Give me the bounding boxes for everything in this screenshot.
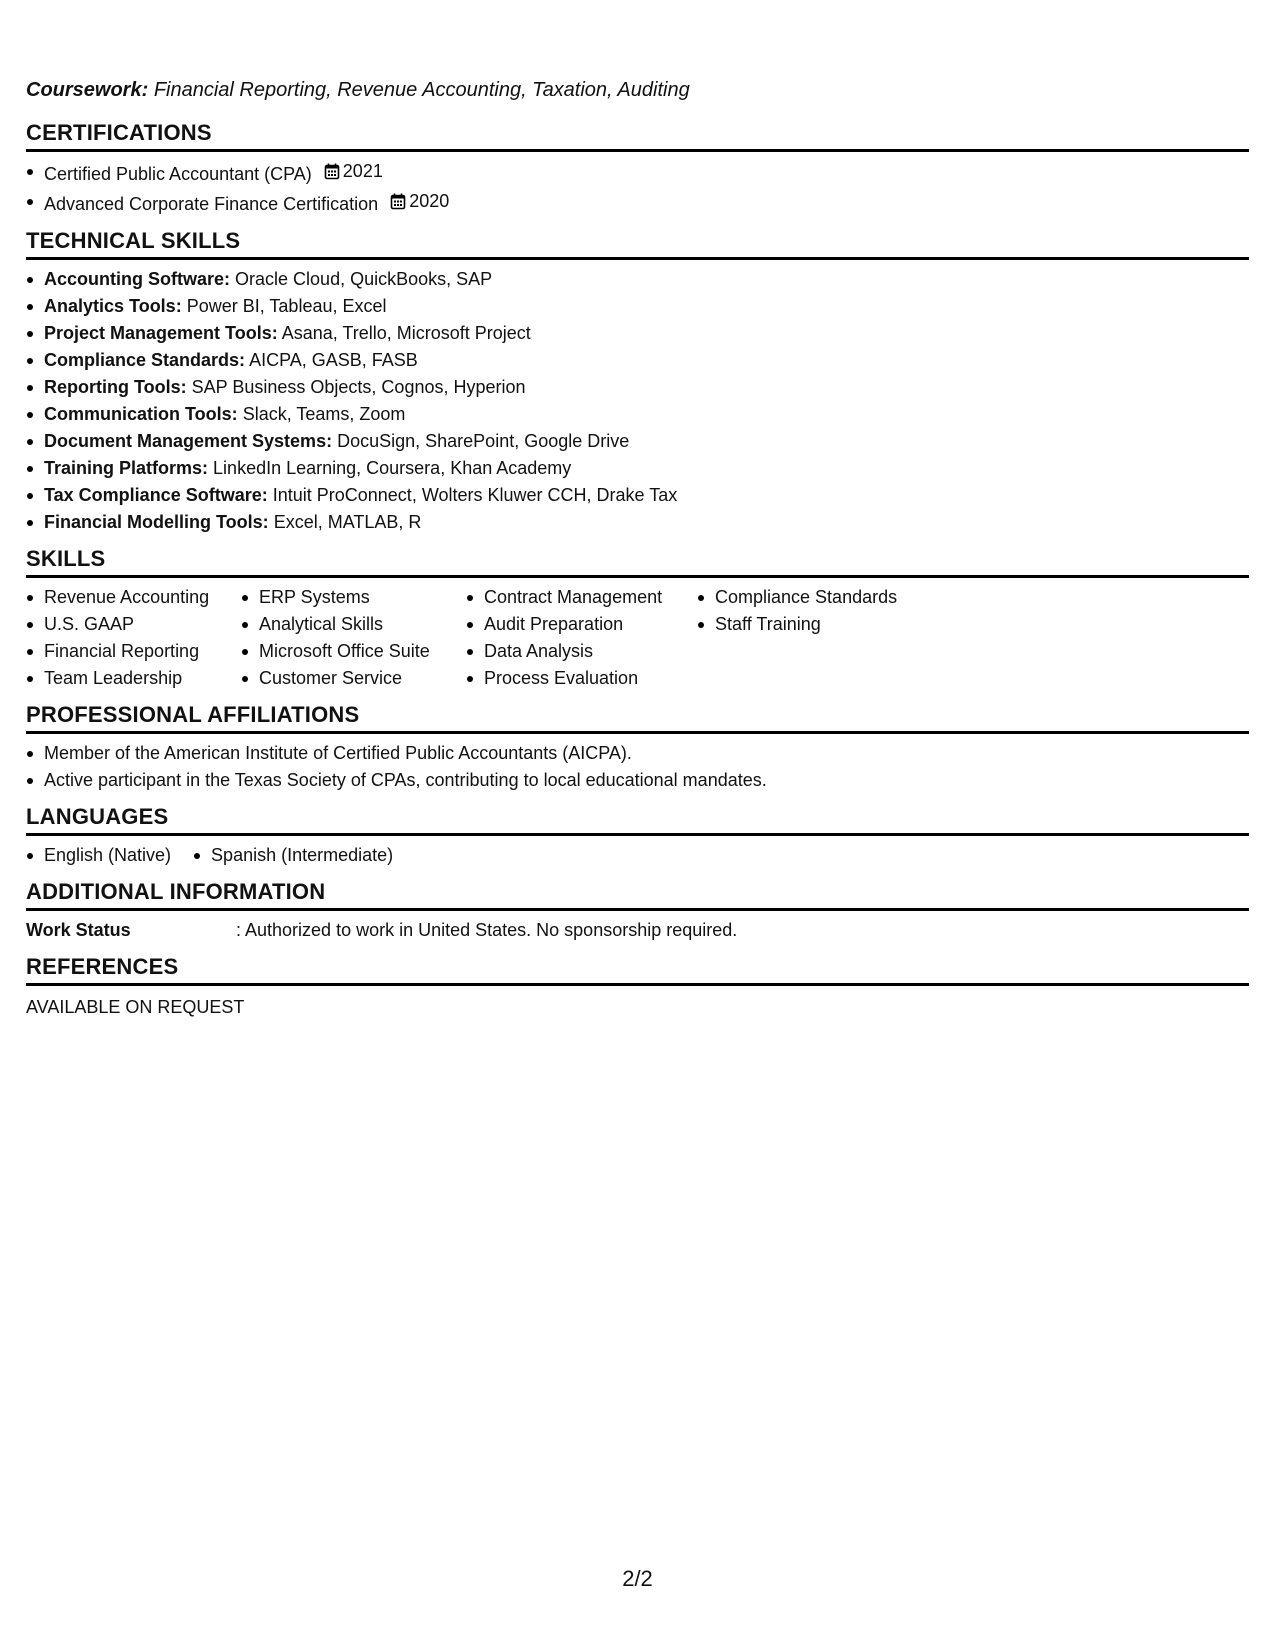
certification-name: Advanced Corporate Finance Certification bbox=[44, 194, 379, 214]
technical-skills-heading: TECHNICAL SKILLS bbox=[26, 228, 1249, 260]
skill-item: Data Analysis bbox=[466, 638, 697, 665]
technical-skill-value: Intuit ProConnect, Wolters Kluwer CCH, Drake Tax bbox=[272, 485, 678, 505]
coursework-text: Financial Reporting, Revenue Accounting, Taxation, Auditing bbox=[153, 79, 690, 101]
work-status-value: : Authorized to work in United States. No sponsorship required. bbox=[236, 920, 738, 940]
skills-column bbox=[697, 584, 937, 692]
technical-skill-item bbox=[26, 482, 1249, 509]
skill-item: Compliance Standards bbox=[697, 584, 937, 611]
affiliation-item: Member of the American Institute of Certified Public Accountants (AICPA). bbox=[26, 740, 1249, 767]
calendar-icon bbox=[390, 193, 406, 210]
skills-column bbox=[26, 584, 241, 692]
languages-heading: LANGUAGES bbox=[26, 804, 1249, 836]
resume-page bbox=[26, 76, 1249, 1031]
technical-skill-value: LinkedIn Learning, Coursera, Khan Academy bbox=[213, 458, 572, 478]
certifications-section bbox=[26, 120, 1249, 218]
certification-item bbox=[26, 158, 1249, 188]
technical-skill-value: DocuSign, SharePoint, Google Drive bbox=[337, 431, 630, 451]
skill-item: Revenue Accounting bbox=[26, 584, 241, 611]
certification-date bbox=[390, 188, 449, 215]
technical-skill-label: Compliance Standards: bbox=[44, 350, 246, 370]
coursework-label: Coursework: bbox=[26, 79, 149, 101]
skill-item: Customer Service bbox=[241, 665, 466, 692]
technical-skill-value: Excel, MATLAB, R bbox=[273, 512, 422, 532]
skill-item: Analytical Skills bbox=[241, 611, 466, 638]
skill-item: Audit Preparation bbox=[466, 611, 697, 638]
references-section bbox=[26, 954, 1249, 1021]
technical-skills-section bbox=[26, 228, 1249, 536]
technical-skill-value: SAP Business Objects, Cognos, Hyperion bbox=[191, 377, 526, 397]
skills-grid bbox=[26, 584, 1249, 692]
technical-skill-value: Oracle Cloud, QuickBooks, SAP bbox=[235, 269, 493, 289]
technical-skill-item bbox=[26, 374, 1249, 401]
technical-skill-value: Power BI, Tableau, Excel bbox=[186, 296, 387, 316]
technical-skill-item bbox=[26, 320, 1249, 347]
skill-item: Financial Reporting bbox=[26, 638, 241, 665]
language-item: English (Native) bbox=[26, 842, 171, 869]
technical-skill-item bbox=[26, 401, 1249, 428]
languages-list bbox=[26, 842, 171, 869]
affiliations-section bbox=[26, 702, 1249, 794]
languages-section bbox=[26, 804, 1249, 869]
affiliation-item: Active participant in the Texas Society of CPAs, contributing to local educational mandates. bbox=[26, 767, 1249, 794]
certification-year: 2020 bbox=[409, 191, 450, 211]
certifications-list bbox=[26, 158, 1249, 218]
skill-item: Contract Management bbox=[466, 584, 697, 611]
calendar-icon bbox=[324, 163, 340, 180]
certification-name: Certified Public Accountant (CPA) bbox=[44, 164, 312, 184]
technical-skill-value: Asana, Trello, Microsoft Project bbox=[281, 323, 531, 343]
technical-skill-label: Tax Compliance Software: bbox=[44, 485, 268, 505]
skills-section bbox=[26, 546, 1249, 692]
skill-item: U.S. GAAP bbox=[26, 611, 241, 638]
technical-skill-item bbox=[26, 266, 1249, 293]
references-heading: REFERENCES bbox=[26, 954, 1249, 986]
technical-skill-label: Accounting Software: bbox=[44, 269, 231, 289]
languages-list bbox=[193, 842, 393, 869]
technical-skill-value: Slack, Teams, Zoom bbox=[242, 404, 406, 424]
language-item: Spanish (Intermediate) bbox=[193, 842, 393, 869]
skill-item: Process Evaluation bbox=[466, 665, 697, 692]
skill-item: Staff Training bbox=[697, 611, 937, 638]
technical-skills-list bbox=[26, 266, 1249, 536]
affiliations-list bbox=[26, 740, 1249, 794]
skills-column bbox=[466, 584, 697, 692]
technical-skill-label: Financial Modelling Tools: bbox=[44, 512, 269, 532]
technical-skill-label: Reporting Tools: bbox=[44, 377, 187, 397]
technical-skill-label: Document Management Systems: bbox=[44, 431, 333, 451]
technical-skill-item bbox=[26, 293, 1249, 320]
page-number: 2/2 bbox=[622, 1566, 653, 1591]
certifications-heading: CERTIFICATIONS bbox=[26, 120, 1249, 152]
technical-skill-item bbox=[26, 455, 1249, 482]
languages-row bbox=[26, 842, 1249, 869]
skill-item: Microsoft Office Suite bbox=[241, 638, 466, 665]
technical-skill-label: Communication Tools: bbox=[44, 404, 238, 424]
additional-information-section bbox=[26, 879, 1249, 944]
technical-skill-item bbox=[26, 509, 1249, 536]
certification-date bbox=[324, 158, 383, 185]
skills-heading: SKILLS bbox=[26, 546, 1249, 578]
affiliations-heading: PROFESSIONAL AFFILIATIONS bbox=[26, 702, 1249, 734]
work-status-row bbox=[26, 917, 1249, 944]
certification-year: 2021 bbox=[342, 161, 383, 181]
work-status-label: Work Status bbox=[26, 920, 131, 940]
technical-skill-item bbox=[26, 428, 1249, 455]
technical-skill-value: AICPA, GASB, FASB bbox=[249, 350, 418, 370]
skill-item: ERP Systems bbox=[241, 584, 466, 611]
skill-item: Team Leadership bbox=[26, 665, 241, 692]
technical-skill-item bbox=[26, 347, 1249, 374]
technical-skill-label: Training Platforms: bbox=[44, 458, 209, 478]
references-text: AVAILABLE ON REQUEST bbox=[26, 997, 245, 1017]
technical-skill-label: Analytics Tools: bbox=[44, 296, 182, 316]
skills-column bbox=[241, 584, 466, 692]
coursework-line bbox=[26, 76, 1249, 104]
certification-item bbox=[26, 188, 1249, 218]
additional-information-heading: ADDITIONAL INFORMATION bbox=[26, 879, 1249, 911]
technical-skill-label: Project Management Tools: bbox=[44, 323, 278, 343]
